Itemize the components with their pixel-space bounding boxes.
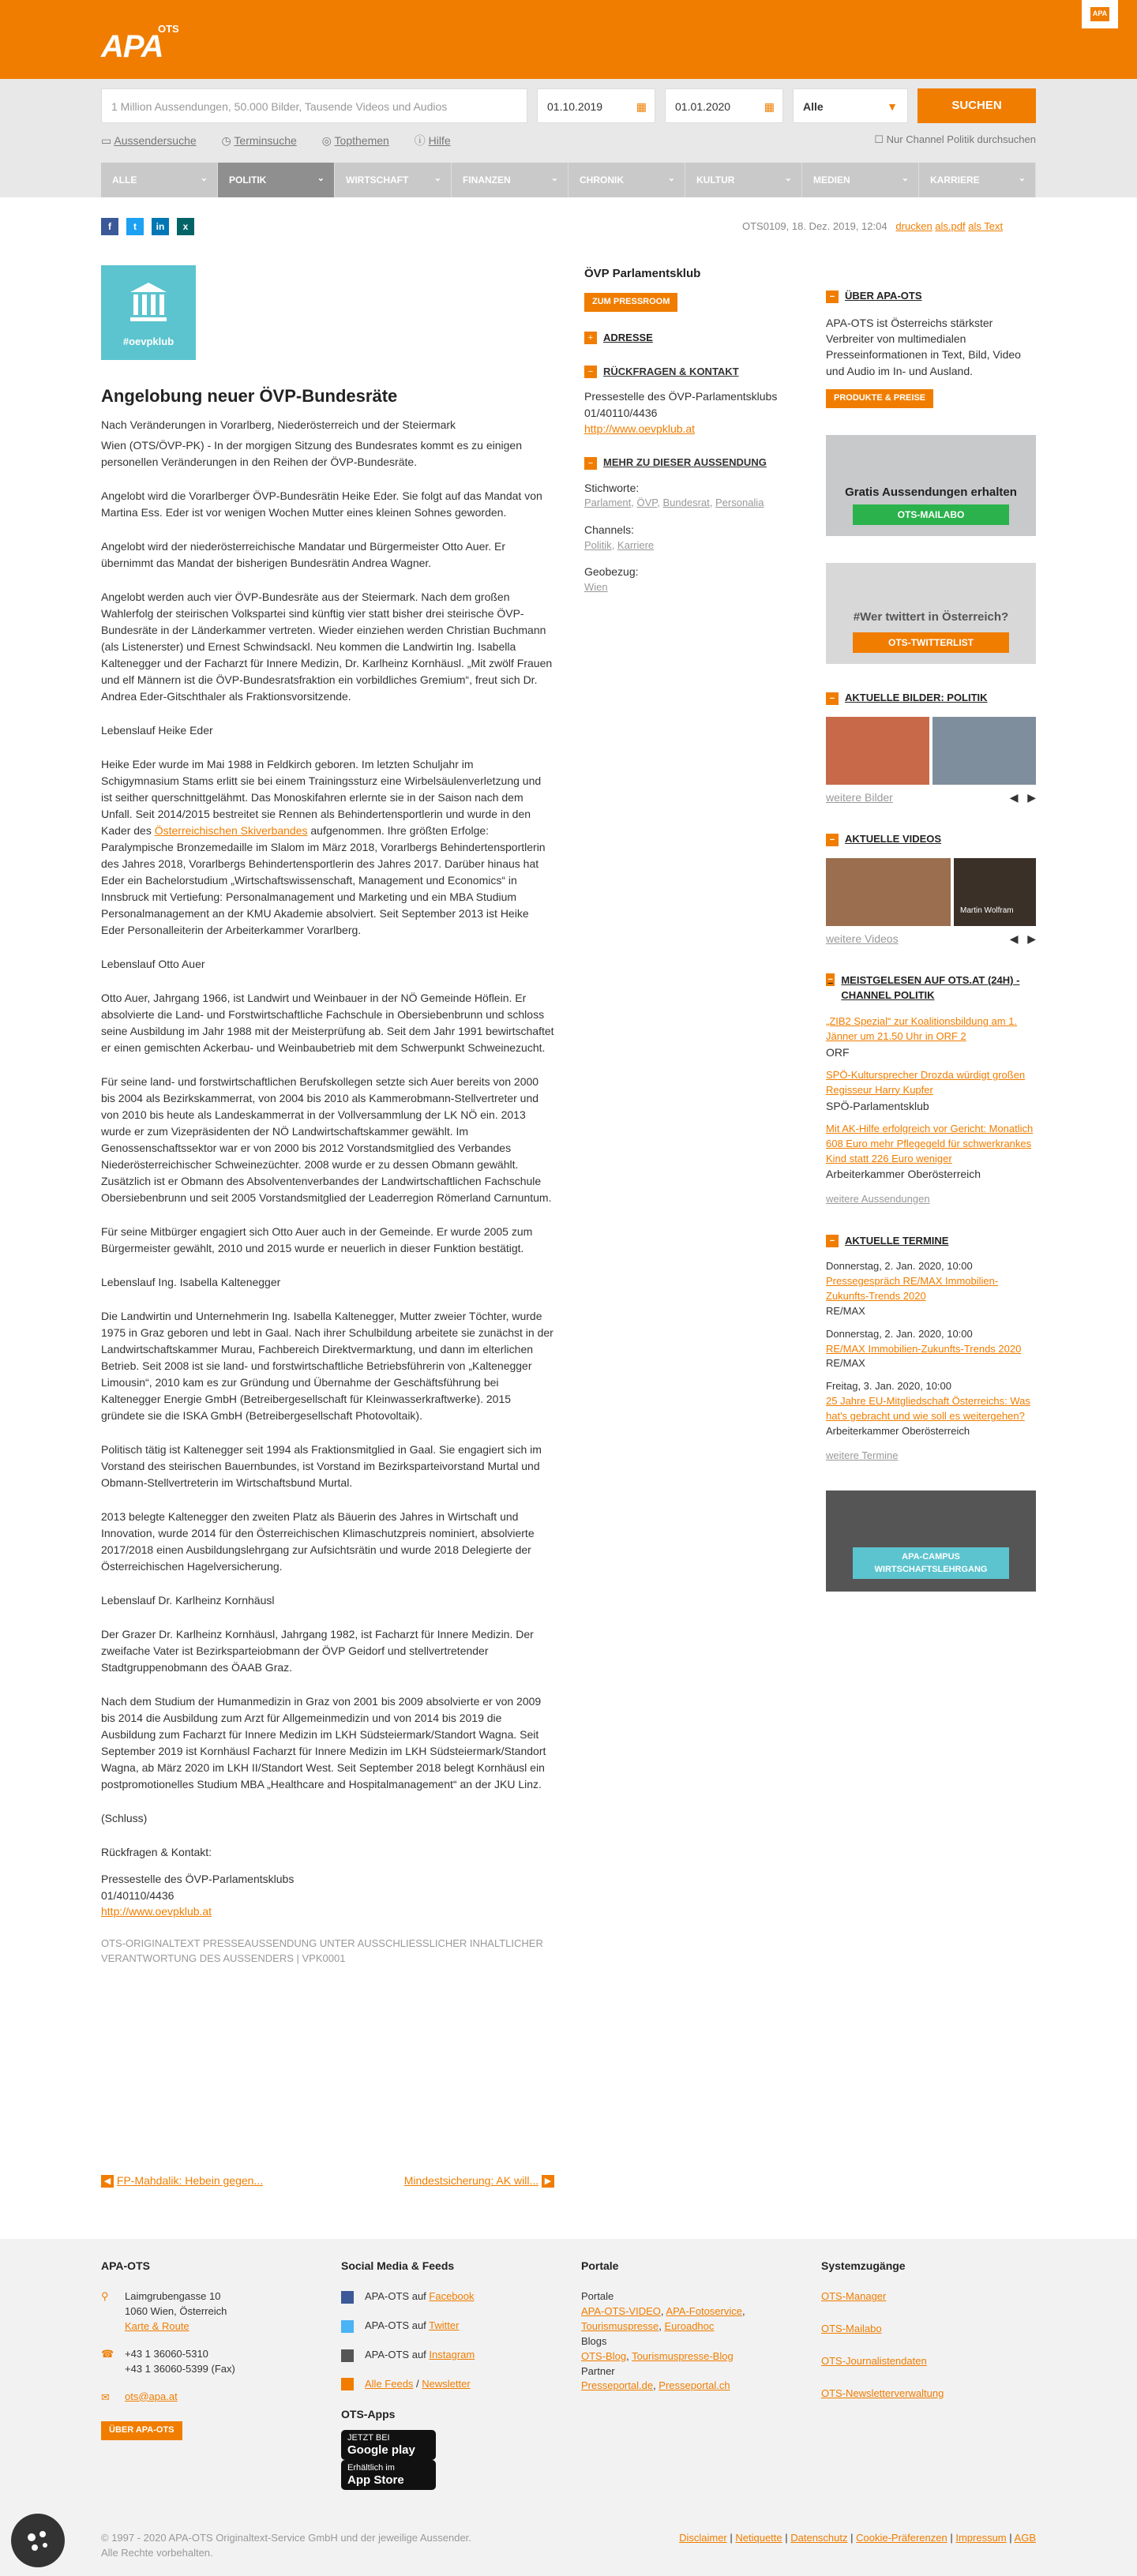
aussendersuche-link[interactable]: ▭ Aussendersuche bbox=[101, 134, 197, 147]
cookie-settings-button[interactable] bbox=[11, 2514, 65, 2567]
arrow-left-icon: ◀ bbox=[101, 2175, 114, 2188]
arrow-right-icon[interactable]: ▶ bbox=[1027, 932, 1036, 945]
video-thumbnail[interactable]: Martin Wolfram bbox=[954, 858, 1036, 926]
paragraph: Wien (OTS/ÖVP-PK) - In der morgigen Sitzung des Bundesrates kommt es zu einigen personellen Veränderungen in den Reihen der ÖVP-Bundesräte. bbox=[101, 439, 523, 469]
location-icon: ⚲ bbox=[101, 2290, 109, 2303]
chevron-down-icon: ⌄ bbox=[784, 174, 792, 183]
event-item[interactable]: Donnerstag, 2. Jan. 2020, 10:00 Pressegespräch RE/MAX Immobilien-Zukunfts-Trends 2020 RE/MAX bbox=[826, 1260, 999, 1317]
more-videos-link[interactable]: weitere Videos bbox=[826, 932, 899, 945]
more-events-link[interactable]: weitere Termine bbox=[826, 1449, 899, 1461]
portal-link[interactable]: Euroadhoc bbox=[664, 2319, 715, 2332]
products-button[interactable]: PRODUKTE & PREISE bbox=[826, 389, 933, 408]
calendar-icon: ▦ bbox=[636, 100, 647, 113]
paragraph: Politisch tätig ist Kaltenegger seit 1994 als Fraktionsmitglied in Gaal. Sie engagiert sich im Vorstand des steirischen Bauernbundes, ist Vorstand im Bezirksparteivorstand Murtal und Obmann-Stellvertreterin im Wirtschaftsbund Murtal. bbox=[101, 1443, 542, 1490]
about-section: − ÜBER APA-OTS APA-OTS ist Österreichs stärkster Verbreiter von multimedialen Presseinformationen in Text, Bild, Video und Audio im In- und Ausland. PRODUKTE & PREISE bbox=[826, 289, 1036, 408]
tab-politik[interactable]: POLITIK ⌄ bbox=[218, 163, 335, 197]
minus-icon: − bbox=[584, 366, 597, 378]
contact-block bbox=[101, 1844, 554, 1919]
channels-label: Channels: bbox=[584, 523, 635, 537]
chevron-down-icon: ⌄ bbox=[1018, 174, 1026, 183]
newsletter-link[interactable]: Newsletter bbox=[422, 2377, 471, 2390]
legal-link[interactable]: AGB bbox=[1014, 2532, 1036, 2544]
app-store-button[interactable]: Erhältlich im App Store bbox=[341, 2460, 436, 2490]
most-read-section: − MEISTGELESEN AUF OTS.AT (24H) - CHANNEL POLITIK „ZIB2 Spezial“ zur Koalitionsbildung am 1. Jänner um 21.50 Uhr in ORF 2 ORF SPÖ-Kultursprecher Drozda würdigt großen Regisseur Harry Kupfer SPÖ-Parlamentsklub Mit AK-Hilfe erfolgreich vor Gericht: Monatlich 608 Euro mehr Pflegegeld für schwerkrankes Kind statt 226 Euro weniger Arbeiterkammer Oberösterreich weitere Aussendungen bbox=[826, 973, 1036, 1206]
blog-link[interactable]: Tourismuspresse-Blog bbox=[632, 2349, 734, 2362]
channel-only-checkbox[interactable]: ☐ Nur Channel Politik durchsuchen bbox=[874, 133, 1036, 145]
phone-icon: ☎ bbox=[101, 2347, 114, 2360]
instagram-link[interactable]: Instagram bbox=[429, 2348, 475, 2360]
arrow-left-icon[interactable]: ◀ bbox=[1009, 790, 1019, 804]
rss-icon bbox=[341, 2378, 354, 2390]
image-thumbnail[interactable] bbox=[826, 717, 929, 785]
apa-corner-logo[interactable]: APA bbox=[1082, 0, 1118, 28]
system-link[interactable]: OTS-Journalistendaten bbox=[821, 2354, 927, 2367]
paragraph: (Schluss) bbox=[101, 1812, 148, 1825]
twitter-icon bbox=[341, 2320, 354, 2333]
article-title: Angelobung neuer ÖVP-Bundesräte bbox=[101, 386, 398, 406]
paragraph: Der Grazer Dr. Karlheinz Kornhäusl, Jahrgang 1982, ist Facharzt für Innere Medizin. Der zweifache Vater ist Bezirksparteiobmann der ÖVP Geidorf und stellvertretender Stadtgruppenobmann des ÖAAB Graz. bbox=[101, 1628, 534, 1674]
legal-link[interactable]: Disclaimer bbox=[679, 2532, 727, 2544]
paragraph: Angelobt wird der niederösterreichische Mandatar und Bürgermeister Otto Auer. Er übernimmt das Mandat der bisherigen Bundesrätin Andrea Wagner. bbox=[101, 540, 506, 570]
more-news-link[interactable]: weitere Aussendungen bbox=[826, 1192, 930, 1205]
paragraph: Angelobt werden auch vier ÖVP-Bundesräte aus der Steiermark. Nach dem großen Wahlerfolg der steirischen Volkspartei sind künftig vier statt bisher drei steirische ÖVP-Bundesräte in der Länderkammer vertreten. Wieder einziehen werden Christian Buchmann (als Listenerster) und Ernest Schwindsackl. Neu kommen die Landwirtin Ing. Isabella Kaltenegger und der Facharzt für Innere Medizin, Dr. Karlheinz Kornhäusl. „Mit zwölf Frauen und elf Männern ist die ÖVP-Bundesratsfraktion ein vorbildliches Gremium“, freut sich Dr. Andrea Eder-Gitschthaler als Fraktionsvorsitzende. bbox=[101, 591, 553, 703]
text-link[interactable]: als Text bbox=[968, 220, 1004, 232]
mailabo-banner[interactable]: Gratis Aussendungen erhalten OTS-MAILABO bbox=[826, 435, 1036, 536]
contact-phone: 01/40110/4436 bbox=[101, 1888, 174, 1902]
channel-link[interactable]: Karriere bbox=[617, 538, 655, 551]
footer-system: Systemzugänge OTS-Manager OTS-Mailabo OTS-Journalistendaten OTS-Newsletterverwaltung bbox=[821, 2259, 944, 2399]
paragraph: 2013 belegte Kaltenegger den zweiten Platz als Bäuerin des Jahres in Wirtschaft und Innovation, wurde 2014 für den Österreichischen Klimaschutzpreis nominiert, absolvierte 2017/2018 einen Ausbildungslehrgang zur Aufsichtsrätin und wurde 2018 Delegierte der Österreichischen Hagelversicherung. bbox=[101, 1510, 535, 1573]
category-select[interactable]: Alle ▼ bbox=[793, 88, 908, 123]
sender-logo[interactable] bbox=[101, 265, 196, 360]
paragraph: Die Landwirtin und Unternehmerin Ing. Isabella Kaltenegger, Mutter zweier Töchter, wurde 1975 in Graz geboren und lebt in Gaal. Nach ihrer Schulbildung arbeitete sie zunächst in der Landwirtschaftskammer Murau, Fachbereich Direktvermarktung, und dann im elterlichen Betrieb. Seit 2008 ist sie land- und forstwirtschaftliche Betriebsführerin von „Kaltenegger Limousin“, 2010 kam es zur Gründung und Übernahme der Geschäftsführung bei Kaltenegger Energie GmbH (Betreibergesellschaft für Kleinwasserkraftwerke). 2015 gründete sie die ISKA GmbH (Betreibergesellschaft Photovoltaik). bbox=[101, 1310, 553, 1423]
instagram-icon bbox=[341, 2349, 354, 2362]
tab-alle[interactable]: ALLE ⌄ bbox=[101, 163, 218, 197]
plus-icon: + bbox=[584, 332, 597, 344]
tab-finanzen[interactable]: FINANZEN ⌄ bbox=[452, 163, 568, 197]
section-heading: Lebenslauf Dr. Karlheinz Kornhäusl bbox=[101, 1594, 275, 1607]
arrow-left-icon[interactable]: ◀ bbox=[1009, 932, 1019, 945]
images-section: − AKTUELLE BILDER: POLITIK weitere Bilder ◀ ▶ bbox=[826, 691, 1036, 805]
tab-wirtschaft[interactable]: WIRTSCHAFT ⌄ bbox=[335, 163, 452, 197]
footer bbox=[0, 2239, 1137, 2576]
tab-karriere[interactable]: KARRIERE ⌄ bbox=[919, 163, 1036, 197]
tab-medien[interactable]: MEDIEN ⌄ bbox=[802, 163, 919, 197]
adresse-toggle[interactable]: + ADRESSE bbox=[584, 329, 790, 346]
tab-kultur[interactable]: KULTUR ⌄ bbox=[685, 163, 802, 197]
email-link[interactable]: ots@apa.at bbox=[125, 2390, 178, 2402]
paragraph: Angelobt wird die Vorarlberger ÖVP-Bundesrätin Heike Eder. Sie folgt auf das Mandat von Martina Ess. Eder ist vor wenigen Wochen Mutter eines kleinen Sohnes geworden. bbox=[101, 489, 542, 519]
paragraph: Heike Eder wurde im Mai 1988 in Feldkirch geboren. Im letzten Schuljahr im Schigymnasium Stams erlitt sie bei einem Trainingssturz eine Wirbelsäulenverletzung und ist seither querschnittgelähmt. Das Monoskifahren erlernte sie in der Saison nach dem Unfall. Seit 2014/2015 bestreitet sie Rennen als Behindertensportlerin und wurde in den Kader des Österreichischen Skiverbandes aufgenommen. Ihre größten Erfolge: Paralympische Bronzemedaille im Slalom im März 2018, Vorarlbergs Behindertensportlerin des Jahres 2018, Vorarlbergs Behindertensportlerin des Jahres 2017. Darüber hinaus hat Eder ein Bachelorstudium „Wirtschaftswissenschaft, Management und Economics“ in Innsbruck mit Vertiefung: Personalmanagement und Marketing und ein MBA Studium Personalmanagement an der KMU Akademie absolviert. Seit September 2013 ist Heike Eder Personalleiterin der Arbeiterkammer Vorarlberg. bbox=[101, 758, 546, 937]
feeds-link[interactable]: Alle Feeds bbox=[365, 2377, 414, 2390]
contact-url-link[interactable]: http://www.oevpklub.at bbox=[101, 1905, 212, 1918]
arrow-right-icon[interactable]: ▶ bbox=[1027, 790, 1036, 804]
chevron-down-icon: ⌄ bbox=[667, 174, 675, 183]
facebook-icon[interactable]: f bbox=[101, 218, 118, 235]
copyright: © 1997 - 2020 APA-OTS Originaltext-Service GmbH und der jeweilige Aussender. Alle Rechte vorbehalten. bbox=[101, 2532, 471, 2559]
contact-url-link[interactable]: http://www.oevpklub.at bbox=[584, 422, 696, 435]
linkedin-icon[interactable]: in bbox=[152, 218, 169, 235]
paragraph: Nach dem Studium der Humanmedizin in Graz von 2001 bis 2009 absolvierte er von 2009 bis 2014 die Ausbildung zum Arzt für Allgemeinmedizin und von 2014 bis 2019 die Ausbildung zum Facharzt für Innere Medizin im LKH Südsteiermark/Standort Wagna. Seit September 2019 ist Kornhäusl Facharzt für Innere Medizin im LKH Südsteiermark/Standort Wagna, ab März 2020 im LKH II/Standort West. Seit September 2018 belegt Kornhäusl ein postpromotionelles Studium MBA „Healthcare and Hospitalmanagement“ an der JKU Linz. bbox=[101, 1695, 546, 1791]
mail-icon: ✉ bbox=[101, 2391, 110, 2404]
skiverband-link[interactable]: Österreichischen Skiverbandes bbox=[154, 824, 308, 838]
facebook-link[interactable]: Facebook bbox=[429, 2290, 475, 2303]
keyword-link[interactable]: Personalia bbox=[715, 497, 764, 509]
tab-chronik[interactable]: CHRONIK ⌄ bbox=[568, 163, 685, 197]
partner-link[interactable]: Presseportal.ch bbox=[659, 2379, 730, 2392]
search-input[interactable]: 1 Million Aussendungen, 50.000 Bilder, Tausende Videos und Audios bbox=[101, 88, 527, 123]
event-item[interactable]: Donnerstag, 2. Jan. 2020, 10:00 RE/MAX Immobilien-Zukunfts-Trends 2020 RE/MAX bbox=[826, 1327, 1022, 1370]
minus-icon: − bbox=[826, 692, 839, 705]
more-section: − MEHR ZU DIESER AUSSENDUNG Stichworte: Parlament, ÖVP, Bundesrat, Personalia Channels: Politik, Karriere Geobezug: Wien bbox=[584, 454, 790, 594]
sender-sidebar bbox=[584, 265, 790, 595]
twitter-link[interactable]: Twitter bbox=[429, 2319, 460, 2332]
logo-hashtag: #oevpklub bbox=[122, 336, 174, 347]
portal-link[interactable]: APA-Fotoservice bbox=[666, 2305, 742, 2318]
search-button[interactable]: SUCHEN bbox=[917, 88, 1036, 123]
minus-icon: − bbox=[826, 291, 839, 303]
sender-name: ÖVP Parlamentsklub bbox=[584, 267, 701, 280]
system-link[interactable]: OTS-Mailabo bbox=[821, 2323, 882, 2335]
article bbox=[101, 384, 554, 1967]
campus-banner[interactable]: APA-CAMPUS WIRTSCHAFTSLEHRGANG bbox=[826, 1490, 1036, 1592]
paragraph: Otto Auer, Jahrgang 1966, ist Landwirt und Weinbauer in der NÖ Gemeinde Höflein. Er absolvierte die Land- und Forstwirtschaftliche Fachschule in Obersiebenbrunn und schloss seine Ausbildung im Jahr 1988 mit der Meisterprüfung ab. Seit dem Jahr 1991 bewirtschaftet er einen gemischten Ackerbau- und Weinbaubetrieb mit dem Schwerpunkt Schweinezucht. bbox=[101, 992, 554, 1055]
google-play-button[interactable]: JETZT BEI Google play bbox=[341, 2430, 436, 2460]
contact-section bbox=[584, 363, 790, 437]
keyword-link[interactable]: Parlament bbox=[584, 497, 632, 509]
more-images-link[interactable]: weitere Bilder bbox=[826, 790, 893, 804]
pressroom-button[interactable]: ZUM PRESSROOM bbox=[584, 293, 677, 312]
system-link[interactable]: OTS-Manager bbox=[821, 2290, 887, 2303]
system-link[interactable]: OTS-Newsletterverwaltung bbox=[821, 2387, 944, 2399]
contact-toggle[interactable]: − RÜCKFRAGEN & KONTAKT bbox=[584, 363, 790, 380]
chevron-down-icon: ⌄ bbox=[901, 174, 909, 183]
next-article-link[interactable]: Mindestsicherung: AK will... ▶ bbox=[404, 2173, 554, 2188]
facebook-icon bbox=[341, 2291, 354, 2304]
contact-heading: Rückfragen & Kontakt: bbox=[101, 1846, 212, 1859]
legal-link[interactable]: Impressum bbox=[955, 2532, 1007, 2544]
events-section: − AKTUELLE TERMINE Donnerstag, 2. Jan. 2020, 10:00 Pressegespräch RE/MAX Immobilien-Zukunfts-Trends 2020 RE/MAX Donnerstag, 2. Jan. 2020, 10:00 RE/MAX Immobilien-Zukunfts-Trends 2020 RE/MAX Freitag, 3. Jan. 2020, 10:00 25 Jahre EU-Mitgliedschaft Österreichs: Was hat's gebracht und wie soll es weitergehen? Arbeiterkammer Oberösterreich weitere Termine bbox=[826, 1234, 1036, 1464]
keyword-link[interactable]: ÖVP bbox=[636, 497, 658, 509]
legal-link[interactable]: Datenschutz bbox=[790, 2532, 848, 2544]
release-meta: OTS0109, 18. Dez. 2019, 12:04 drucken als.pdf als Text bbox=[742, 220, 1004, 232]
section-heading: Lebenslauf Ing. Isabella Kaltenegger bbox=[101, 1276, 281, 1289]
minus-icon: − bbox=[826, 1235, 839, 1247]
minus-icon: − bbox=[584, 457, 597, 470]
hilfe-link[interactable]: ⓘ Hilfe bbox=[414, 134, 451, 147]
footer-portals: Portale Portale APA-OTS-VIDEO, APA-Fotoservice, Tourismuspresse, Euroadhoc Blogs OTS-Blog, Tourismuspresse-Blog Partner Presseportal.de, Presseportal.ch bbox=[581, 2259, 745, 2392]
right-sidebar bbox=[826, 289, 1036, 1618]
image-thumbnail[interactable] bbox=[932, 717, 1036, 785]
geo-label: Geobezug: bbox=[584, 565, 639, 579]
contact-phone: 01/40110/4436 bbox=[584, 406, 658, 419]
minus-icon: − bbox=[826, 834, 839, 846]
keyword-link[interactable]: Bundesrat bbox=[662, 497, 710, 509]
about-text: APA-OTS ist Österreichs stärkster Verbreiter von multimedialen Presseinformationen in Text, Bild, Video und Audio im In- und Ausland. bbox=[826, 316, 1021, 377]
arrow-right-icon: ▶ bbox=[542, 2175, 554, 2188]
chevron-down-icon: ⌄ bbox=[550, 174, 558, 183]
minus-icon: − bbox=[826, 973, 835, 986]
about-footer-button[interactable]: ÜBER APA-OTS bbox=[101, 2421, 182, 2440]
paragraph: Für seine land- und forstwirtschaftlichen Berufskollegen setzte sich Auer bereits von 2000 bis 2004 als Bezirkskammerrat, von 2004 bis 2010 als Kammerobmann-Stellvertreter und von 2010 bis heute als Landeskammerrat in der Vollversammlung der LK NÖ ein. 2013 wurde er zum Vizepräsidenten der NÖ Landwirtschaftskammer gewählt. Im Genossenschaftssektor war er von 2000 bis 2012 Vorstandsmitglied des Verbandes Niederösterreichischer Schweinezüchter. 2008 wurde er zu dessen Obmann gewählt. Zusätzlich ist er Obmann des Absolventenverbandes der Landwirtschaftlichen Fachschule Obersiebenbrunn und seit 2005 Vorstandsmitglied der Leaderregion Römerland Carnuntum. bbox=[101, 1075, 552, 1205]
footer-social: Social Media & Feeds APA-OTS auf Facebook APA-OTS auf Twitter APA-OTS auf Instagram Alle Feeds / Newsletter OTS-Apps JETZT BEI Google play Erhältlich im App Store bbox=[341, 2258, 538, 2490]
partner-link[interactable]: Presseportal.de bbox=[581, 2379, 654, 2392]
route-link[interactable]: Karte & Route bbox=[125, 2319, 190, 2332]
twitter-icon[interactable]: t bbox=[126, 218, 144, 235]
building-icon bbox=[130, 283, 167, 322]
article-subtitle: Nach Veränderungen in Vorarlberg, Niederösterreich und der Steiermark bbox=[101, 418, 456, 431]
twitterlist-banner[interactable]: #Wer twittert in Österreich? OTS-TWITTERLIST bbox=[826, 563, 1036, 664]
date-to-field[interactable]: 01.01.2020 ▦ bbox=[665, 88, 783, 123]
terminsuche-link[interactable]: ◷ Terminsuche bbox=[221, 134, 297, 147]
portal-link[interactable]: APA-OTS-VIDEO bbox=[581, 2305, 661, 2318]
chevron-down-icon: ▼ bbox=[887, 100, 898, 113]
original-text-note: OTS-ORIGINALTEXT PRESSEAUSSENDUNG UNTER AUSSCHLIESSLICHER INHALTLICHER VERANTWORTUNG DES AUSSENDERS | VPK0001 bbox=[101, 1937, 543, 1965]
footer-legal-links: Disclaimer | Netiquette | Datenschutz | Cookie-Präferenzen | Impressum | AGB bbox=[679, 2532, 1036, 2544]
portal-link[interactable]: Tourismuspresse bbox=[581, 2319, 659, 2332]
blog-link[interactable]: OTS-Blog bbox=[581, 2349, 627, 2362]
keywords-label: Stichworte: bbox=[584, 482, 640, 495]
news-item[interactable]: SPÖ-Kultursprecher Drozda würdigt großen Regisseur Harry Kupfer SPÖ-Parlamentsklub bbox=[826, 1068, 1026, 1112]
video-thumbnail[interactable] bbox=[826, 858, 951, 926]
section-heading: Lebenslauf Otto Auer bbox=[101, 958, 205, 971]
news-item[interactable]: „ZIB2 Spezial“ zur Koalitionsbildung am 1. Jänner um 21.50 Uhr in ORF 2 ORF bbox=[826, 1014, 1018, 1059]
calendar-icon: ▦ bbox=[764, 100, 775, 113]
legal-link[interactable]: Cookie-Präferenzen bbox=[856, 2532, 948, 2544]
print-link[interactable]: drucken bbox=[895, 220, 932, 232]
event-item[interactable]: Freitag, 3. Jan. 2020, 10:00 25 Jahre EU-Mitgliedschaft Österreichs: Was hat's gebracht und wie soll es weitergehen? Arbeiterkammer Oberösterreich bbox=[826, 1380, 1030, 1437]
prev-article-link[interactable]: ◀ FP-Mahdalik: Hebein gegen... bbox=[101, 2173, 263, 2188]
more-toggle[interactable]: − MEHR ZU DIESER AUSSENDUNG bbox=[584, 454, 790, 471]
news-item[interactable]: Mit AK-Hilfe erfolgreich vor Gericht: Monatlich 608 Euro mehr Pflegegeld für schwerkrankes Kind statt 226 Euro weniger Arbeiterkammer Oberösterreich bbox=[826, 1122, 1034, 1181]
geo-link[interactable]: Wien bbox=[584, 580, 608, 593]
article-pager bbox=[101, 2173, 554, 2188]
channel-link[interactable]: Politik bbox=[584, 538, 612, 551]
videos-section: − AKTUELLE VIDEOS Martin Wolfram weitere Videos ◀ ▶ bbox=[826, 832, 1036, 947]
footer-contact: APA-OTS ⚲ Laimgrubengasse 10 1060 Wien, Österreich Karte & Route ☎ +43 1 36060-5310 +43 1 36060-5399 (Fax) ✉ ots@apa.at ÜBER APA-OTS bbox=[101, 2258, 291, 2440]
apa-ots-logo[interactable]: APA OTS bbox=[101, 23, 179, 64]
chevron-down-icon: ⌄ bbox=[317, 174, 325, 183]
paragraph: Für seine Mitbürger engagiert sich Otto Auer auch in der Gemeinde. Er wurde 2005 zum Bürgermeister gewählt, 2010 und 2015 wurde er neuerlich in dieser Funktion bestätigt. bbox=[101, 1225, 533, 1255]
contact-name: Pressestelle des ÖVP-Parlamentsklubs bbox=[101, 1873, 295, 1886]
date-from-field[interactable]: 01.10.2019 ▦ bbox=[537, 88, 655, 123]
section-heading: Lebenslauf Heike Eder bbox=[101, 724, 213, 737]
topthemen-link[interactable]: ◎ Topthemen bbox=[321, 134, 389, 147]
cookie-icon bbox=[11, 2514, 65, 2567]
contact-name: Pressestelle des ÖVP-Parlamentsklubs bbox=[584, 390, 778, 403]
share-bar bbox=[101, 218, 194, 235]
legal-link[interactable]: Netiquette bbox=[735, 2532, 782, 2544]
pdf-link[interactable]: als.pdf bbox=[935, 220, 966, 232]
chevron-down-icon: ⌄ bbox=[200, 174, 208, 183]
chevron-down-icon: ⌄ bbox=[433, 174, 441, 183]
xing-icon[interactable]: x bbox=[177, 218, 194, 235]
